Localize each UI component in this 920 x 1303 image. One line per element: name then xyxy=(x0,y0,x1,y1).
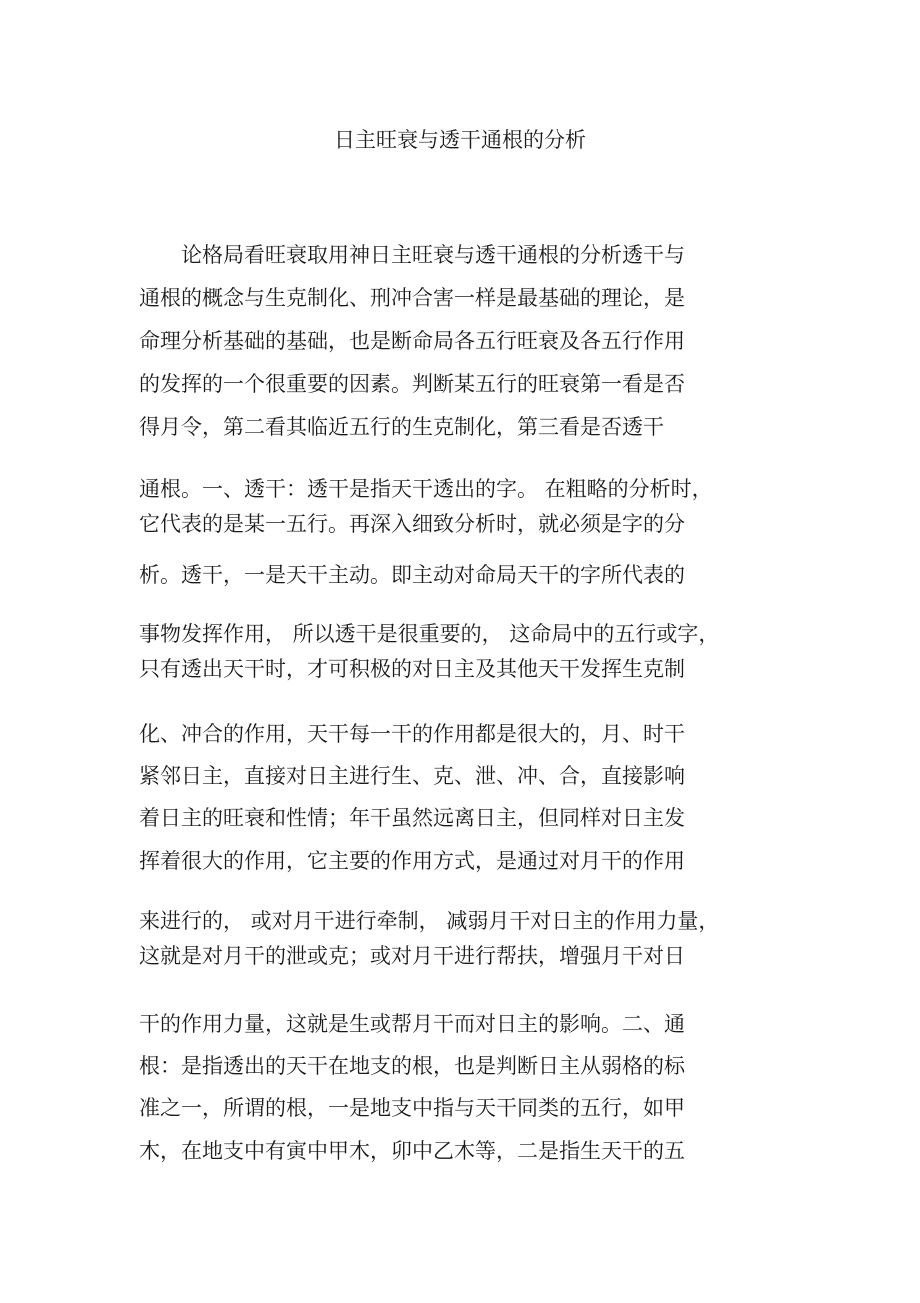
paragraph-line: 的发挥的一个很重要的因素。判断某五行的旺衰第一看是否 xyxy=(139,372,685,396)
paragraph-line: 论格局看旺衰取用神日主旺衰与透干通根的分析透干与 xyxy=(181,243,685,267)
paragraph-line: 只有透出天干时，才可积极的对日主及其他天干发挥生克制 xyxy=(139,657,685,681)
paragraph-line: 干的作用力量，这就是生或帮月干而对日主的影响。二、通 xyxy=(139,1012,685,1036)
paragraph-line: 根：是指透出的天干在地支的根，也是判断日主从弱格的标 xyxy=(139,1054,685,1078)
paragraph-line: 事物发挥作用， 所以透干是很重要的， 这命局中的五行或字， xyxy=(139,622,720,646)
paragraph-line: 通根的概念与生克制化、刑冲合害一样是最基础的理论，是 xyxy=(139,286,685,310)
paragraph-line: 这就是对月干的泄或克；或对月干进行帮扶，增强月干对日 xyxy=(139,944,685,968)
paragraph-line: 析。透干，一是天干主动。即主动对命局天干的字所代表的 xyxy=(139,563,685,587)
paragraph-line: 着日主的旺衰和性情；年干虽然远离日主，但同样对日主发 xyxy=(139,806,685,830)
document-title: 日主旺衰与透干通根的分析 xyxy=(334,128,586,152)
paragraph-line: 它代表的是某一五行。再深入细致分析时，就必须是字的分 xyxy=(139,512,685,536)
paragraph-line: 通根。一、透干：透干是指天干透出的字。 在粗略的分析时， xyxy=(139,477,713,501)
paragraph-line: 来进行的， 或对月干进行牵制， 减弱月干对日主的作用力量， xyxy=(139,909,720,933)
paragraph-line: 得月令，第二看其临近五行的生克制化，第三看是否透干 xyxy=(139,415,664,439)
paragraph-line: 命理分析基础的基础，也是断命局各五行旺衰及各五行作用 xyxy=(139,329,685,353)
paragraph-line: 木，在地支中有寅中甲木，卯中乙木等，二是指生天干的五 xyxy=(139,1139,685,1163)
paragraph-line: 挥着很大的作用，它主要的作用方式，是通过对月干的作用 xyxy=(139,849,685,873)
paragraph-line: 准之一，所谓的根，一是地支中指与天干同类的五行，如甲 xyxy=(139,1096,685,1120)
paragraph-line: 化、冲合的作用，天干每一干的作用都是很大的，月、时干 xyxy=(139,722,685,746)
paragraph-line: 紧邻日主，直接对日主进行生、克、泄、冲、合，直接影响 xyxy=(139,764,685,788)
